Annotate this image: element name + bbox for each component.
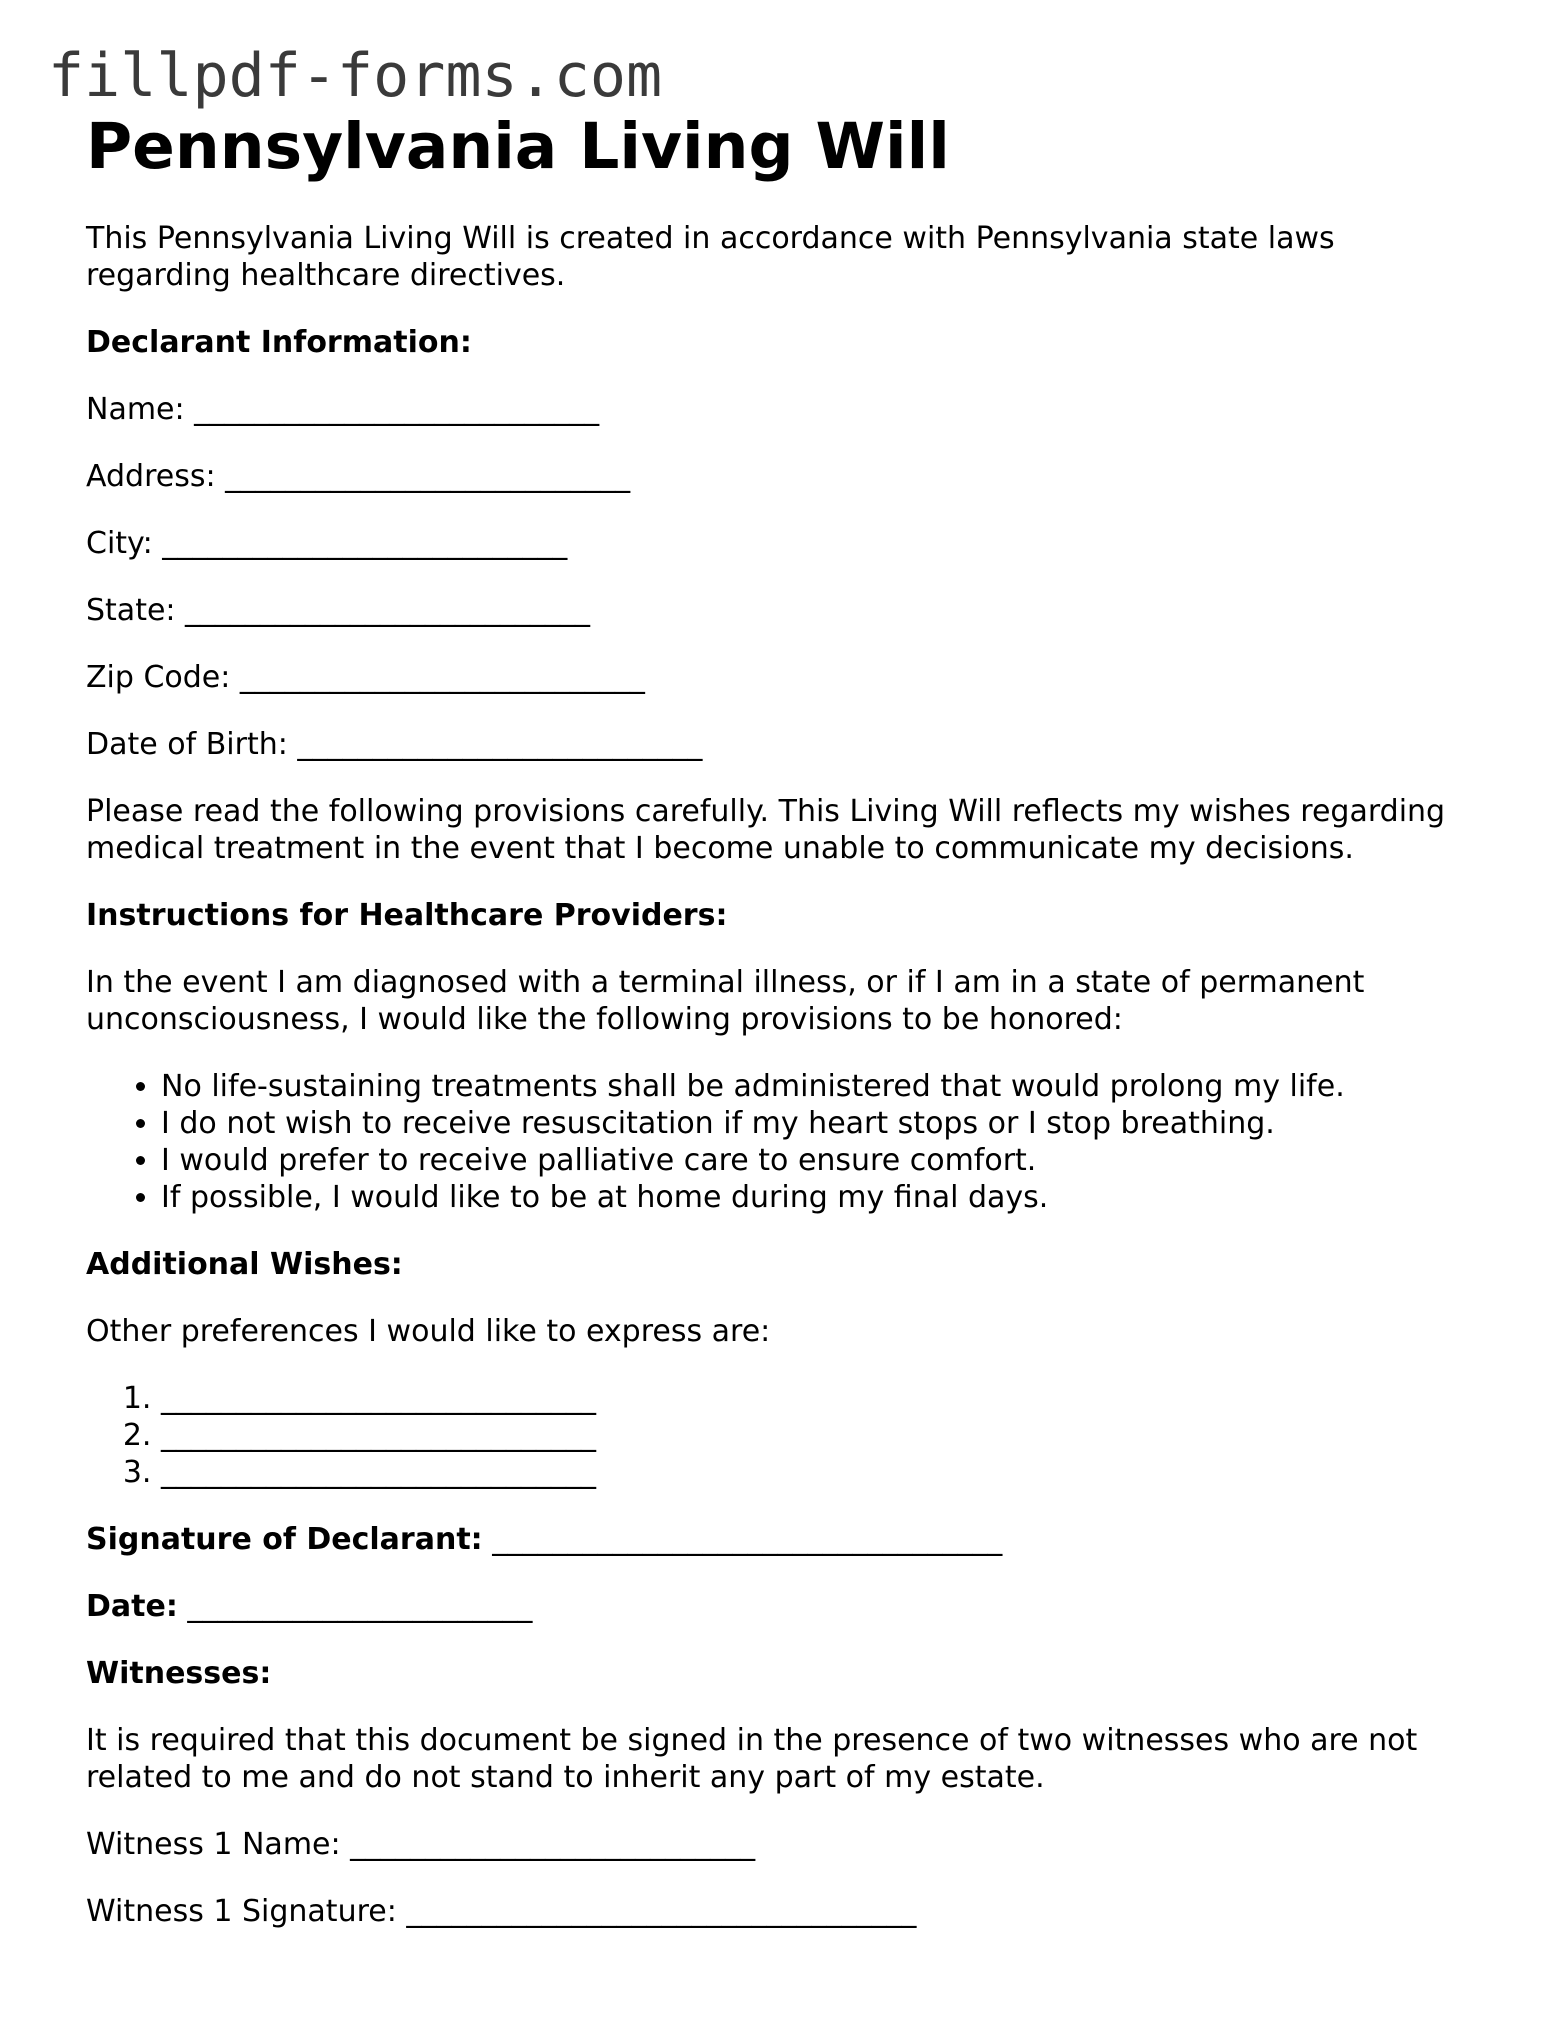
watermark: fillpdf-forms.com [48,41,663,111]
signature-field[interactable]: __________________________________ [492,1522,1003,1557]
declarant-heading: Declarant Information: [86,325,472,360]
provisions-list [86,1068,1486,1216]
instructions-text: In the event I am diagnosed with a terminal illness, or if I am in a state of permanent unconsciousness, I would like the following provisions to be honored: [86,965,1365,1037]
provisions-intro-text: Please read the following provisions carefully. This Living Will reflects my wishes regarding medical treatment in the event that I become unable to communicate my decisions. [86,794,1446,866]
wish-field[interactable]: 3. _____________________________ [161,1454,1486,1491]
signature-label: Signature of Declarant: [86,1522,483,1557]
wish-field[interactable]: 1. _____________________________ [161,1380,1486,1417]
name-field[interactable]: Name: ___________________________ [86,392,600,427]
wish-field[interactable]: 2. _____________________________ [161,1417,1486,1454]
date-of-birth-field[interactable]: Date of Birth: ___________________________ [86,727,703,762]
state-field[interactable]: State: ___________________________ [86,593,591,628]
list-item: • No life-sustaining treatments shall be administered that would prolong my life. [161,1068,1486,1105]
additional-wishes-heading: Additional Wishes: [86,1247,403,1282]
witnesses-heading: Witnesses: [86,1656,272,1691]
witness-1-name-field[interactable]: Witness 1 Name: ___________________________ [86,1827,756,1862]
list-item: • I would prefer to receive palliative care to ensure comfort. [161,1142,1486,1179]
signature-row [86,1521,1486,1558]
document-page [86,110,1486,1930]
date-field[interactable]: _______________________ [187,1589,533,1624]
witness-1-signature-field[interactable]: Witness 1 Signature: __________________________________ [86,1894,917,1929]
witnesses-text: It is required that this document be signed in the presence of two witnesses who are not related to me and do not stand to inherit any part of my estate. [86,1723,1418,1795]
date-row [86,1588,1486,1625]
address-field[interactable]: Address: ___________________________ [86,459,631,494]
date-label: Date: [86,1589,178,1624]
intro-text: This Pennsylvania Living Will is created in accordance with Pennsylvania state laws regarding healthcare directives. [86,221,1335,293]
list-item: • I do not wish to receive resuscitation if my heart stops or I stop breathing. [161,1105,1486,1142]
page-title: Pennsylvania Living Will [86,110,950,183]
list-item: • If possible, I would like to be at home during my final days. [161,1179,1486,1216]
additional-wishes-text: Other preferences I would like to express are: [86,1314,771,1349]
zip-code-field[interactable]: Zip Code: ___________________________ [86,660,645,695]
instructions-heading: Instructions for Healthcare Providers: [86,898,728,933]
wishes-list [86,1380,1486,1491]
city-field[interactable]: City: ___________________________ [86,526,568,561]
